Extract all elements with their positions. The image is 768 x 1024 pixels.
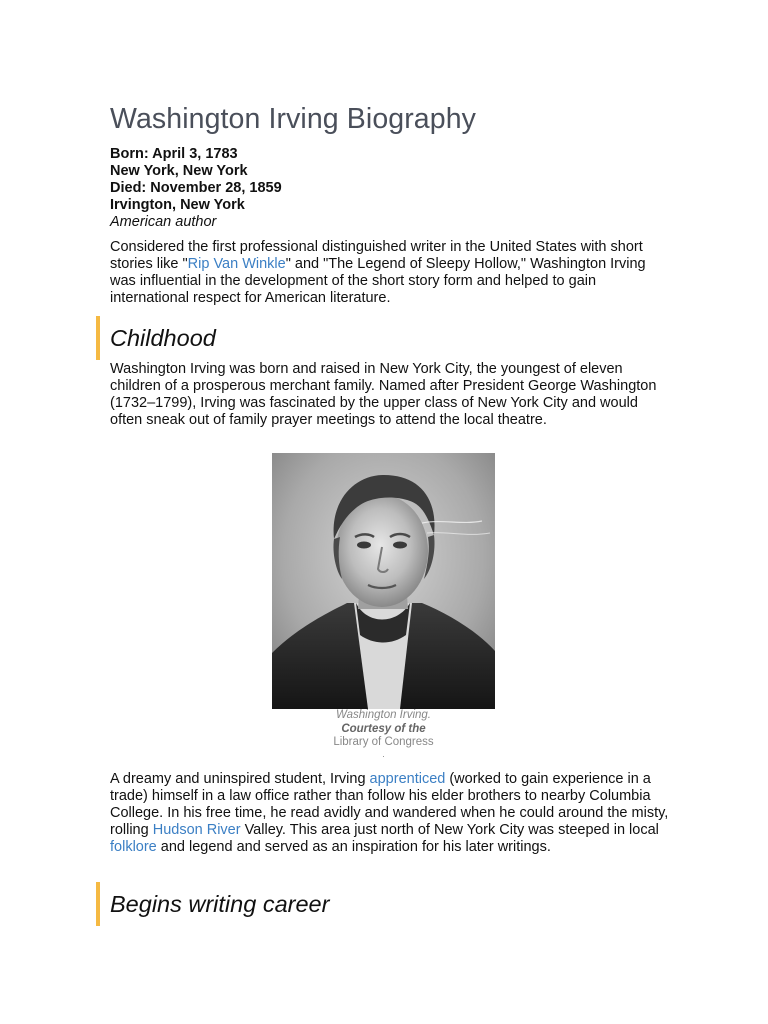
caption-line-3: Library of Congress	[333, 736, 434, 748]
section-heading-childhood	[96, 316, 216, 360]
portrait-figure	[272, 453, 495, 758]
hudson-river-link[interactable]: Hudson River	[152, 822, 241, 838]
para2-text-4: and legend and served as an inspiration for his later writings.	[156, 839, 551, 855]
born-date: Born: April 3, 1783	[110, 146, 238, 162]
intro-text-1: Considered the first professional distinguished writer in the United States with short stories like "	[110, 239, 643, 272]
bio-facts	[110, 146, 282, 231]
intro-text-2: " and "The Legend of Sleepy Hollow," Washington Irving was influential in the development of the short story form and helped to gain international respect for American literature.	[110, 256, 646, 306]
intro-paragraph	[110, 239, 670, 307]
page-title: Washington Irving Biography	[110, 103, 477, 135]
caption-line-2: Courtesy of the	[341, 722, 426, 735]
para2-text-1: A dreamy and uninspired student, Irving	[110, 771, 370, 787]
caption-line-1: Washington Irving.	[335, 709, 432, 721]
childhood-heading: Childhood	[110, 324, 216, 351]
apprenticed-link[interactable]: apprenticed	[369, 771, 446, 787]
caption-line-4: .	[382, 748, 385, 759]
died-place: Irvington, New York	[110, 197, 245, 213]
career-heading: Begins writing career	[110, 890, 330, 917]
childhood-paragraph-2	[110, 771, 670, 856]
para2-text-2: (worked to gain experience in a trade) himself in a law office rather than follow his elder brothers to nearby Columbia College. In his free time, he read avidly and wandered when he could around the misty, rolling	[110, 771, 669, 838]
portrait-caption	[272, 709, 495, 758]
section-heading-career	[96, 882, 329, 926]
para2-text-3: Valley. This area just north of New York City was steeped in local	[240, 822, 659, 838]
folklore-link[interactable]: folklore	[110, 839, 157, 855]
born-place: New York, New York	[110, 163, 248, 179]
washington-irving-portrait	[272, 453, 495, 709]
died-date: Died: November 28, 1859	[110, 180, 282, 196]
rip-van-winkle-link[interactable]: Rip Van Winkle	[187, 256, 286, 272]
childhood-paragraph-1: Washington Irving was born and raised in New York City, the youngest of eleven children of a prosperous merchant family. Named after President George Washington (1732–1799), Irving was fascinated by the upper class of New York City and would often sneak out of family prayer meetings to attend the local theatre.	[110, 361, 657, 428]
occupation: American author	[110, 214, 217, 230]
